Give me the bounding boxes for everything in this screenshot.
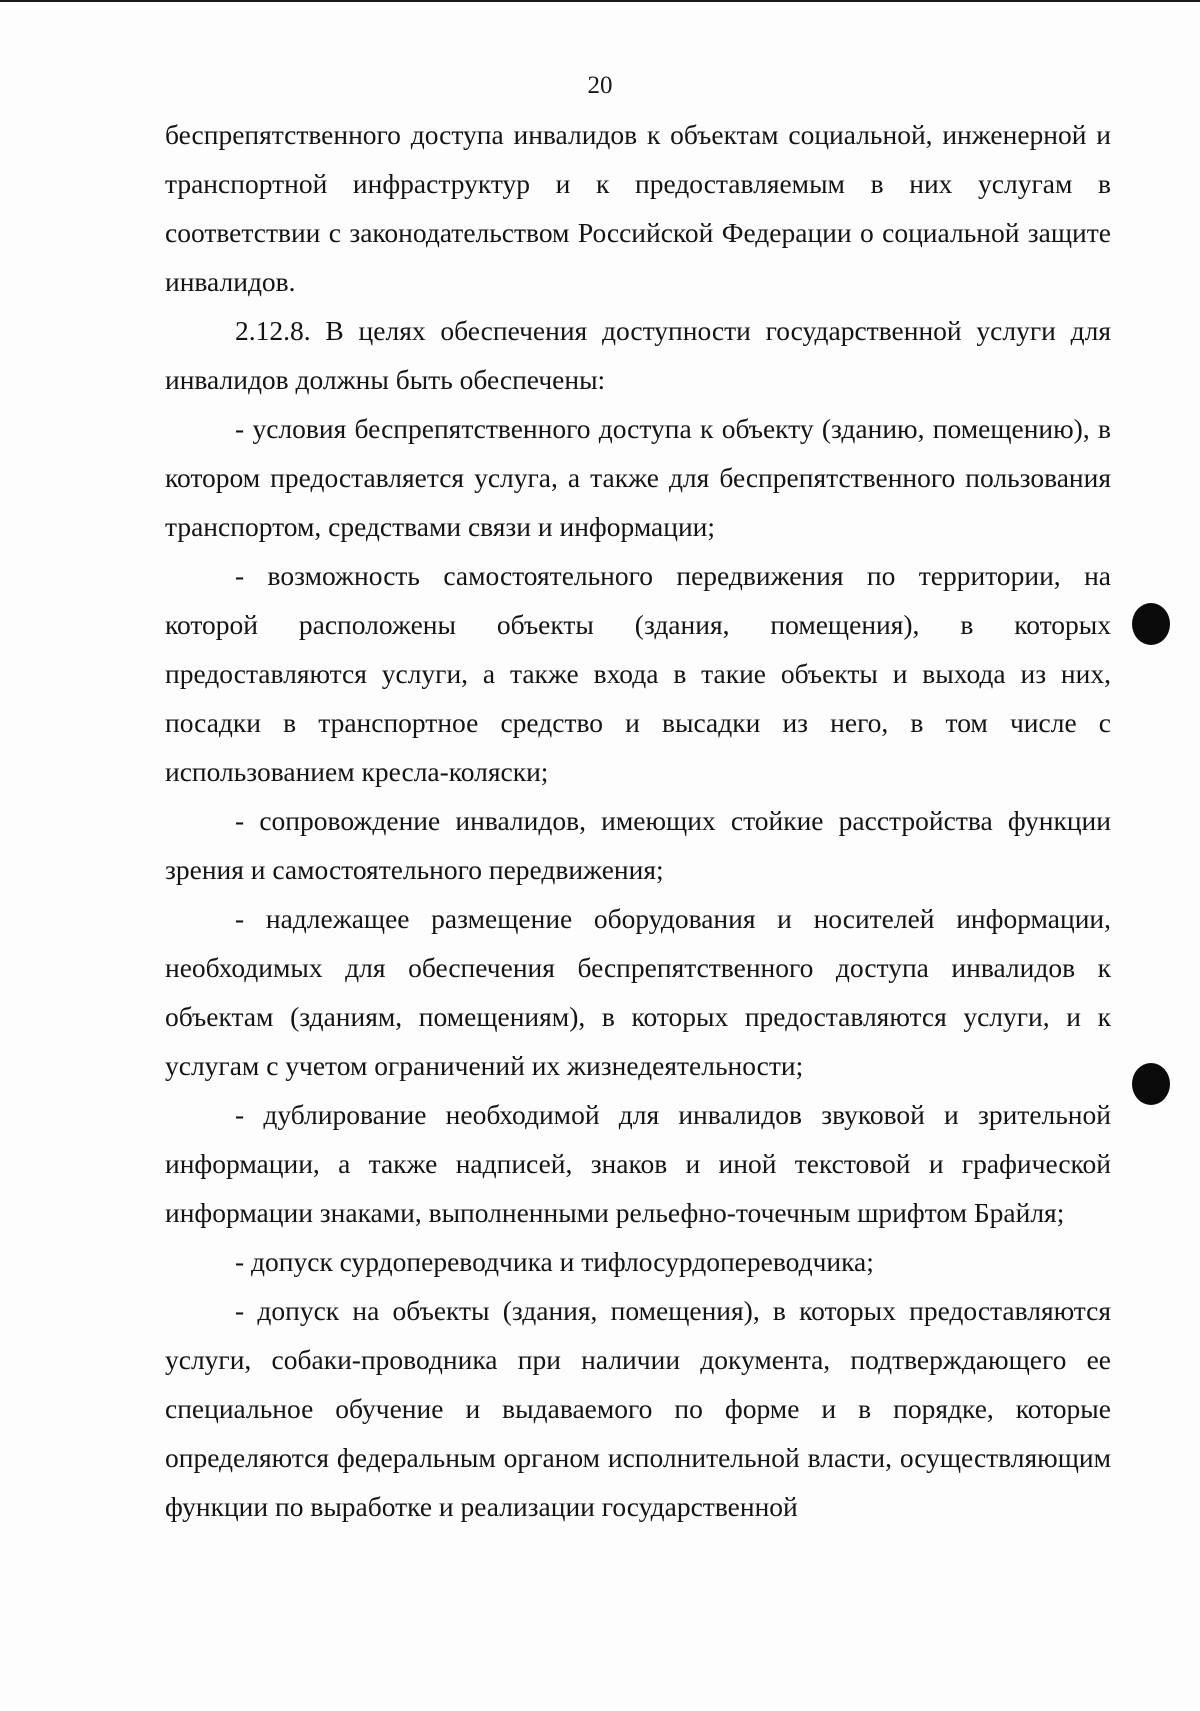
list-item-sign-interpreter: - допуск сурдопереводчика и тифлосурдопереводчика; — [235, 1246, 874, 1277]
document-body — [165, 110, 1111, 1531]
punch-hole-mark — [1132, 1063, 1170, 1105]
page-number: 20 — [587, 72, 613, 99]
list-item-guide-dog: - допуск на объекты (здания, помещения), в которых предоставляются услуги, собаки-проводника при наличии документа, подтверждающего ее специальное обучение и выдаваемого по форме и в порядке, которые определяются федеральным органом исполнительной власти, осуществляющим функции по выработке и реализации государственной — [165, 1295, 1111, 1522]
punch-hole-mark — [1132, 603, 1170, 645]
list-item-escort: - сопровождение инвалидов, имеющих стойкие расстройства функции зрения и самостоятельного передвижения; — [165, 805, 1111, 885]
list-item-independent-movement: - возможность самостоятельного передвижения по территории, на которой расположены объекты (здания, помещения), в которых предоставляются услуги, а также входа в такие объекты и выхода из них, посадки в транспортное средство и высадки из него, в том числе с использованием кресла-коляски; — [165, 560, 1111, 787]
paragraph-section-2-12-8: 2.12.8. В целях обеспечения доступности государственной услуги для инвалидов должны быть обеспечены: — [165, 315, 1111, 395]
list-item-equipment-placement: - надлежащее размещение оборудования и носителей информации, необходимых для обеспечения беспрепятственного доступа инвалидов к объектам (зданиям, помещениям), в которых предоставляются услуги, и к услугам с учетом ограничений их жизнедеятельности; — [165, 903, 1111, 1081]
list-item-access-conditions: - условия беспрепятственного доступа к объекту (зданию, помещению), в котором предоставляется услуга, а также для беспрепятственного пользования транспортом, средствами связи и информации; — [165, 413, 1111, 542]
page-top-edge — [0, 0, 1200, 2]
paragraph-continuation: беспрепятственного доступа инвалидов к объектам социальной, инженерной и транспортной инфраструктур и к предоставляемым в них услугам в соответствии с законодательством Российской Федерации о социальной защите инвалидов. — [165, 119, 1111, 297]
list-item-braille-duplication: - дублирование необходимой для инвалидов звуковой и зрительной информации, а также надписей, знаков и иной текстовой и графической информации знаками, выполненными рельефно-точечным шрифтом Брайля; — [165, 1099, 1111, 1228]
